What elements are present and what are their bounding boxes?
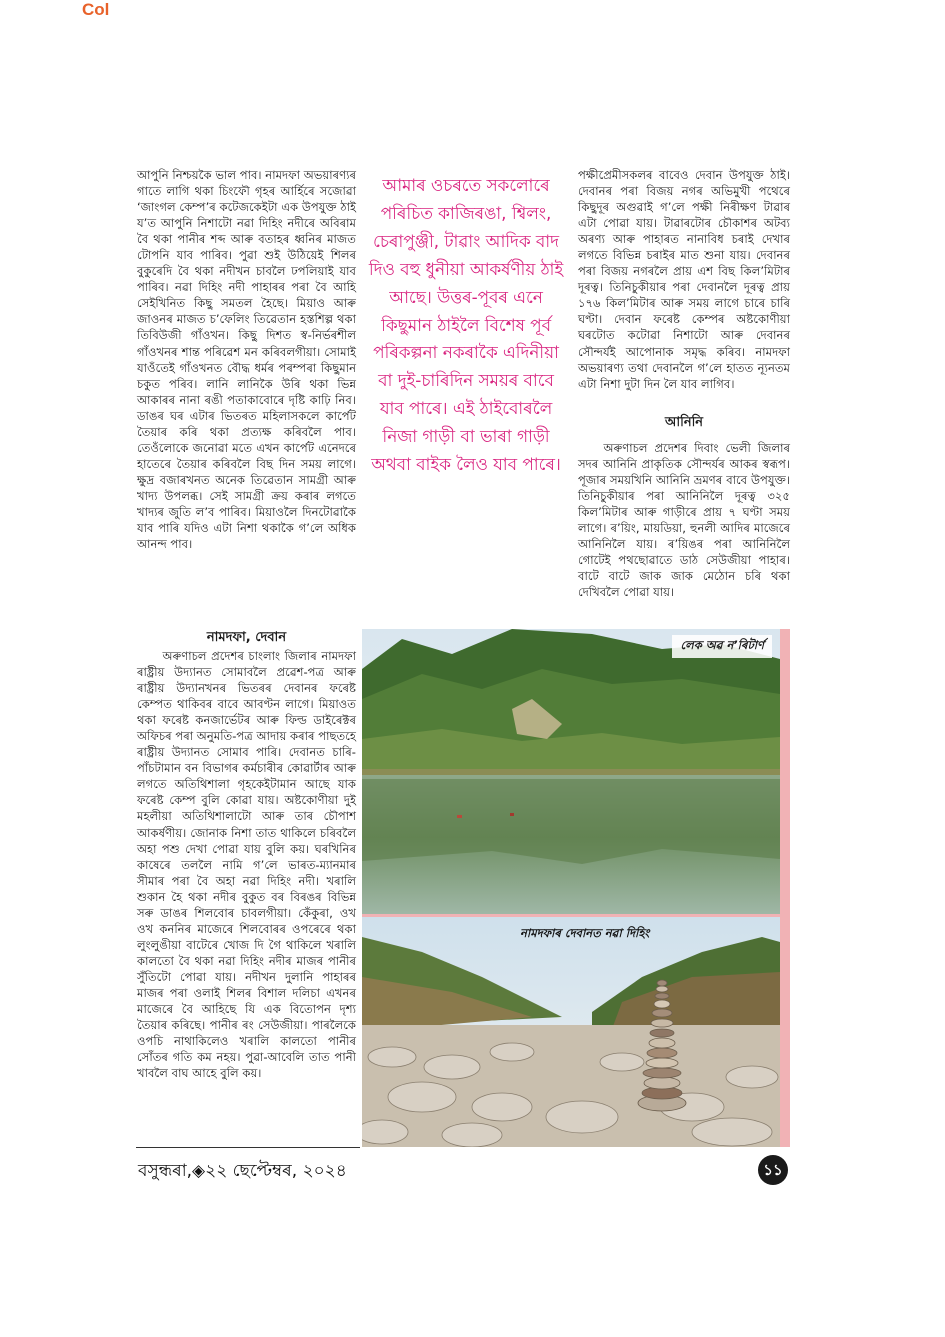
left-column-body-2 xyxy=(137,648,356,1081)
pull-quote: আমাৰ ওচৰতে সকলোৰে পৰিচিত কাজিৰঙা, শ্বিলং, চেৰাপুঞ্জী, টাৱাং আদিক বাদ দিও বহু ধুনীয়া আকৰ্ষণীয় ঠাই আছে। উত্তৰ-পূবৰ এনে কিছুমান ঠাইলৈ বিশেষ পূৰ্ব পৰিকল্পনা নকৰাকৈ এদিনীয়া বা দুই-চাৰিদিন সময়ৰ বাবে যাব পাৰে। এই ঠাইবোৰলৈ নিজা গাড়ী বা ভাৰা গাড়ী অথবা বাইক লৈও যাব পাৰে। xyxy=(368,175,564,475)
right-paragraph: পক্ষীপ্ৰেমীসকলৰ বাবেও দেবান উপযুক্ত ঠাই। দেবানৰ পৰা বিজয় নগৰ অভিমুখী পথেৰে কিছুদূৰ অগুৱাই গ’লে পক্ষী নিৰীক্ষণ টাৱাৰ এটা পোৱা যায়। টাৱাৰটোৰ চৌকাশৰ অটব্য অৰণ্য আৰু পাহাৰত নানাবিধ চৰাই দেখাৰ লগতে বিভিন্ন চৰাইৰ মাত শুনা যায়। দেবানৰ পৰা বিজয় নগৰলৈ প্ৰায় এশ বিছ কিল’মিটাৰ দূৰত্ব। তিনিচুকীয়াৰ পৰা দেবানলৈ দূৰত্ব প্ৰায় ১৭৬ কিল’মিটাৰ আৰু সময় লাগে চাৰে চাৰি ঘণ্টা। দেবান ফৰেষ্ট কেম্পৰ অষ্টকোণীয়া ঘৰটোত কটোৱা নিশাটো আৰু দেবানৰ সৌন্দৰ্যই আপোনাক সমৃদ্ধ কৰিব। নামদফা অভয়াৰণ্য তথা দেবানলৈ গ’লে হাতত ন্যূনতম এটা নিশা দুটা দিন লৈ যাব লাগিব। xyxy=(578,168,790,391)
corner-color-mark: Col xyxy=(82,0,110,19)
lake-photo-illustration xyxy=(362,629,780,914)
top-photo-caption: লেক অৱ ন’ৰিটাৰ্ণ xyxy=(672,635,772,658)
bottom-photo-caption: নামদফাৰ দেবানত নৱা দিহিং xyxy=(520,926,650,940)
right-paragraph: অৰুণাচল প্ৰদেশৰ দিবাং ভেলী জিলাৰ সদৰ আনিনি প্ৰাকৃতিক সৌন্দৰ্যৰ আকৰ স্বৰূপ। পূজাৰ সময়খিনি আনিনি ভ্ৰমণৰ বাবে উপযুক্ত। তিনিচুকীয়াৰ পৰা আনিনিলৈ দূৰত্ব ৩২৫ কিল’মিটাৰ আৰু গাড়ীৰে প্ৰায় ৭ ঘণ্টা সময় লাগে। ৰ’য়িং, মায়ডিয়া, হুনলী আদিৰ মাজেৰে আনিনিলৈ যায়। ৰ’য়িঙৰ পৰা আনিনিলৈ গোটেই পথছোৱাতে ডাঠ সেউজীয়া পাহাৰ। বাটে বাটে জাক জাক মেঠোন চৰি থকা দেখিবলৈ পোৱা যায়। xyxy=(578,441,790,600)
right-column-body-2 xyxy=(578,440,790,600)
river-photo xyxy=(362,917,780,1147)
left-paragraph: অৰুণাচল প্ৰদেশৰ চাংলাং জিলাৰ নামদফা ৰাষ্ট্ৰীয় উদ্যানত সোমাবলৈ প্ৰৱেশ-পত্ৰ আৰু ৰাষ্ট্ৰীয় উদ্যানখনৰ ভিতৰৰ দেবানৰ ফৰেষ্ট কেম্পত থাকিবৰ বাবে আবণ্টন লাগে। মিয়াওত থকা ফৰেষ্ট কনজাৰ্ভেটৰ আৰু ফিল্ড ডাইৰেক্টৰ অফিচৰ পৰা অনুমতি-পত্ৰ আদায় কৰাৰ পাছতহে ৰাষ্ট্ৰীয় উদ্যানত সোমাব পাৰি। দেবানত চাৰি-পাঁচটামান বন বিভাগৰ কৰ্মচাৰীৰ কোৱাৰ্টাৰ আৰু লগতে অতিথিশালা গৃহকেইটামান আছে যাক ফৰেষ্ট কেম্প বুলি কোৱা যায়। অষ্টকোণীয়া দুই মহলীয়া অতিথিশালাটো আৰু তাৰ চৌপাশ আকৰ্ষণীয়। জোনাক নিশা তাত থাকিলে চৰিবলৈ অহা পশু দেখা পোৱা যায় বুলি কয়। ঘৰখিনিৰ কাষেৰে তললৈ নামি গ’লে ভাৰত-ম্যানমাৰ সীমাৰ পৰা বৈ অহা নৱা দিহিং নদী। খৰালি শুকান হৈ থকা নদীৰ বুকুত বৰ বিৰঙৰ বিভিন্ন সৰু ডাঙৰ শিলবোৰ চাবলগীয়া। কেঁকুৰা, ওখ ওখ কননিৰ মাজেৰে শিলবোৰৰ ওপৰেৰে থকা লুংলুঙীয়া বাটেৰে খোজ দি গৈ থাকিলে খৰালি কালতো বৈ থকা নৱা দিহিং নদীৰ মাজৰ পানীৰ সুঁতিটো পোৱা যায়। নদীখন দুলানি পাহাৰৰ মাজৰ পৰা ওলাই শিলৰ বিশাল দলিচা এখনৰ মাজেৰে বৈ আহিছে যি এক বিতোপন দৃশ্য তৈয়াৰ কৰিছে। পানীৰ ৰং সেউজীয়া। পাৰলৈকে ওপচি নাথাকিলেও খৰালি কালতো পানীৰ সোঁতৰ গতি কম নহয়। পুৱা-আবেলি তাত পানী খাবলৈ বাঘ আহে বুলি কয়। xyxy=(137,649,356,1081)
river-photo-illustration xyxy=(362,917,780,1147)
lake-photo xyxy=(362,629,780,914)
right-column-body xyxy=(578,167,790,392)
section-heading-anini: আনিনি xyxy=(664,415,704,430)
left-column-body xyxy=(137,167,356,552)
footer-rule xyxy=(136,1147,360,1148)
footer-magazine-date: বসুন্ধৰা,◈২২ ছেপ্টেম্বৰ, ২০২৪ xyxy=(138,1161,347,1181)
section-heading-namdapha: নামদফা, দেবান xyxy=(206,630,287,645)
left-paragraph: আপুনি নিশ্চয়কৈ ভাল পাব। নামদফা অভয়াৰণ্যৰ গাতে লাগি থকা চিংফৌ গৃহৰ আৰ্হিৰে সজোৱা ‘জাংগল কেম্প’ৰ কটেজকেইটা এক উপযুক্ত ঠাই য’ত আপুনি নিশাটো নৱা দিহিং নদীৰে অবিৰাম বৈ থকা পানীৰ শব্দ আৰু বতাহৰ ধ্বনিৰ মাজত টোপনি যাব পাৰিব। পুৱা শুই উঠিয়েই শিলৰ বুকুৰেদি বৈ থকা নদীখন চাবলৈ ঢপলিয়াই যাব পাৰিব। নৱা দিহিং নদী পাহাৰৰ পৰা বৈ আহি সেইখিনিত কিছু সমতল হৈছে। মিয়াও আৰু জাওনৰ মাজত চ’ফেলিং তিৱেতান হস্তশিল্প থকা তিবিউজী গাঁওখন। কিছু দিশত স্ব-নিৰ্ভৰশীল গাঁওখনৰ শান্ত পৰিৱেশ মন কৰিবলগীয়া। সোমাই যাওঁতেই গাঁওখনত বৌদ্ধ ধৰ্মৰ পৰম্পৰা কিছুমান চকুত পৰিব। লানি লানিকৈ উৰি থকা ভিন্ন আকাৰৰ নানা ৰঙী পতাকাবোৰে দৃষ্টি কাঢ়ি নিব। ডাঙৰ ঘৰ এটাৰ ভিতৰত মহিলাসকলে কাৰ্পেট তৈয়াৰ কৰি থকা প্ৰত্যক্ষ কৰিবলৈ পাব। তেওঁলোকে জনোৱা মতে এখন কাৰ্পেট এনেদৰে হাতেৰে তৈয়াৰ কৰিবলৈ বিছ দিন সময় লাগে। ক্ষুদ্ৰ বজাৰখনত অনেক তিৱেতান সামগ্ৰী আৰু খাদ্য উপলব্ধ। সেই সামগ্ৰী ক্ৰয় কৰাৰ লগতে খাদ্যৰ জুতি ল’ব পাৰিব। মিয়াওলৈ দিনটোৱাকৈ যাব পাৰি যদিও এটা নিশা থকাকৈ গ’লে অধিক আনন্দ পাব। xyxy=(137,168,356,552)
page-number-badge: ১১ xyxy=(758,1155,788,1185)
